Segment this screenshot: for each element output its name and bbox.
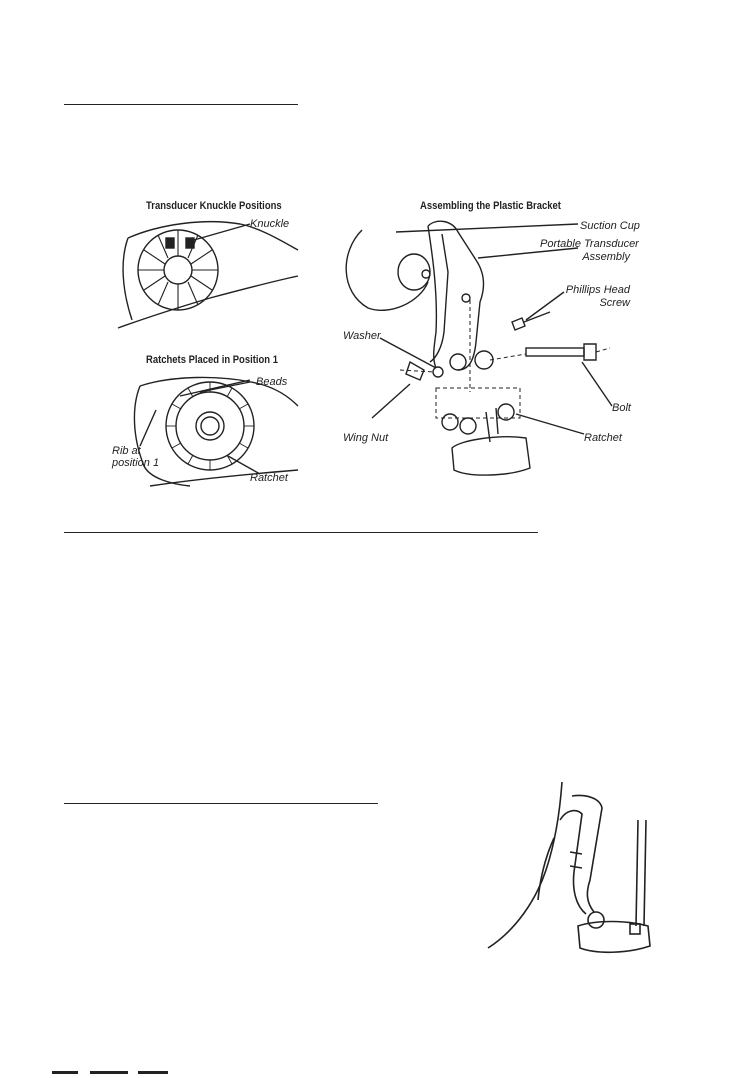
mounted-transducer-illustration (486, 780, 656, 980)
section-rule-1 (64, 104, 298, 105)
label-phillips-line2: Screw (599, 297, 630, 309)
section-rule-2 (64, 532, 538, 533)
label-suction-cup: Suction Cup (580, 220, 640, 232)
label-portable-line1: Portable Transducer (540, 238, 639, 250)
footer-mark-2 (90, 1071, 128, 1074)
section-rule-3 (64, 803, 378, 804)
label-ratchet: Ratchet (584, 432, 622, 444)
figure-title-knuckle: Transducer Knuckle Positions (146, 200, 282, 212)
label-ratchet-small: Ratchet (250, 472, 288, 484)
label-washer: Washer (343, 330, 381, 342)
label-bolt: Bolt (612, 402, 631, 414)
figure-title-assembly: Assembling the Plastic Bracket (420, 200, 561, 212)
label-knuckle: Knuckle (250, 218, 290, 230)
label-phillips-line1: Phillips Head (565, 284, 630, 296)
label-rib-line1: Rib at (112, 445, 141, 457)
label-rib-line2: position 1 (112, 457, 160, 469)
label-wing-nut: Wing Nut (343, 432, 389, 444)
footer-mark-3 (138, 1071, 168, 1074)
label-beads: Beads (256, 376, 288, 388)
label-portable-line2: Assembly (582, 251, 630, 263)
footer-mark-1 (52, 1071, 78, 1074)
figure-title-ratchets: Ratchets Placed in Position 1 (146, 354, 278, 366)
